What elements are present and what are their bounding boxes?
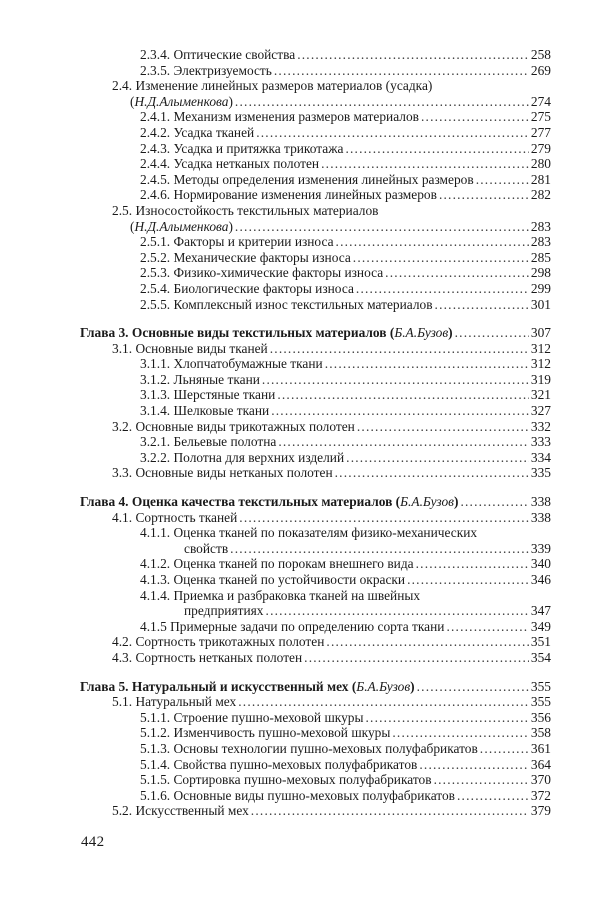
toc-entry-title: Электризуемость <box>173 62 272 78</box>
toc-entry-label <box>140 156 319 172</box>
toc-entry-number: 3.2.2. <box>140 449 171 465</box>
toc-entry-number: 2.4.4. <box>140 156 171 172</box>
toc-entry-page: 356 <box>530 709 551 725</box>
toc-entry-title: Основные виды текстильных материалов <box>131 325 387 341</box>
toc-entry <box>0 341 601 357</box>
toc-entry-title: Биологические факторы износа <box>173 280 354 296</box>
toc-entry-label <box>140 572 405 588</box>
toc-entry-label <box>140 434 276 450</box>
toc-entry-label <box>112 650 302 666</box>
toc-entry-title: Усадка тканей <box>173 124 255 140</box>
dot-leader <box>325 356 529 372</box>
dot-leader <box>256 125 529 141</box>
dot-leader <box>480 741 529 757</box>
toc-entry-page: 283 <box>530 218 551 234</box>
toc-entry <box>0 109 601 125</box>
toc-entry-title: Оценка тканей по устойчивости окраски <box>173 572 406 587</box>
toc-entry <box>0 634 601 650</box>
toc-entry-label <box>140 109 419 125</box>
dot-leader <box>304 650 529 666</box>
toc-entry-number: 2.3.5. <box>140 62 171 78</box>
dot-leader <box>407 572 529 588</box>
toc-entry <box>0 47 601 63</box>
toc-entry-number: 2.3.4. <box>140 47 171 62</box>
toc-entry-page: 335 <box>530 465 551 481</box>
toc-entry-label <box>140 588 420 604</box>
toc-entry-label <box>140 234 334 250</box>
dot-leader <box>230 541 529 557</box>
toc-entry-page: 274 <box>530 93 551 109</box>
toc-entry-number: 2.5.2. <box>140 249 171 265</box>
toc-entry <box>0 297 601 313</box>
toc-entry <box>0 803 601 819</box>
toc-entry <box>0 356 601 372</box>
dot-leader <box>262 372 529 388</box>
toc-entry-author: Н.Д.Алыменкова <box>134 218 229 234</box>
toc-entry-label <box>140 187 437 203</box>
toc-entry-title: Механические факторы износа <box>173 249 351 265</box>
toc-entry-number: 4.1.3. <box>140 572 171 587</box>
toc-entry-label <box>140 725 390 741</box>
toc-entry-number: 3.2. <box>112 418 133 434</box>
toc-entry <box>0 694 601 710</box>
toc-entry-title: Нормирование изменения линейных размеров <box>173 187 437 203</box>
toc-entry-label <box>140 450 344 466</box>
dot-leader <box>416 556 529 572</box>
toc-entry-author: Н.Д.Алыменкова <box>134 93 229 109</box>
toc-entry-title: Основы технологии пушно-меховых полуфабрикатов <box>173 740 478 756</box>
toc-entry-number: 4.1. <box>112 509 133 525</box>
toc-entry-page: 327 <box>530 403 551 419</box>
toc-entry <box>0 588 601 604</box>
toc-entry-number: 5.1.6. <box>140 787 171 803</box>
toc-entry-title: Усадка нетканых полотен <box>173 156 320 172</box>
toc-entry-page: 283 <box>530 234 551 250</box>
toc-chapter-entry <box>0 494 601 510</box>
toc-entry <box>0 372 601 388</box>
dot-leader <box>346 450 529 466</box>
toc-entry-number: 5.1.2. <box>140 725 171 741</box>
table-of-contents <box>0 47 601 819</box>
toc-entry-page: 280 <box>530 156 551 172</box>
toc-chapter-entry <box>0 679 601 695</box>
toc-entry <box>0 250 601 266</box>
dot-leader <box>278 434 529 450</box>
toc-entry-number: 5.1.3. <box>140 740 171 756</box>
toc-entry-label <box>112 634 324 650</box>
toc-entry-number: 2.4.6. <box>140 187 171 203</box>
toc-entry-page: 379 <box>530 803 551 819</box>
toc-entry-title: Оценка тканей по показателям физико-механических <box>173 525 478 541</box>
dot-leader <box>271 403 529 419</box>
toc-chapter-entry <box>0 325 601 341</box>
toc-entry-page: 361 <box>530 740 551 756</box>
toc-entry-number: 2.4. <box>112 78 133 94</box>
dot-leader <box>460 494 528 510</box>
toc-entry <box>0 203 601 219</box>
dot-leader <box>321 156 529 172</box>
toc-entry-number: 5.1.4. <box>140 756 171 772</box>
toc-entry-number: 2.5.4. <box>140 280 171 296</box>
dot-leader <box>335 465 529 481</box>
toc-entry <box>0 741 601 757</box>
dot-leader <box>385 265 529 281</box>
toc-entry-label <box>112 203 379 219</box>
toc-entry <box>0 650 601 666</box>
toc-entry-label <box>184 603 264 619</box>
toc-entry <box>0 603 601 619</box>
toc-entry-number: 4.2. <box>112 634 133 650</box>
toc-entry-page: 358 <box>530 725 551 741</box>
toc-entry-page: 340 <box>530 556 551 572</box>
toc-entry-page: 279 <box>530 140 551 156</box>
toc-entry-title: Основные виды тканей <box>135 340 268 356</box>
toc-entry-page: 312 <box>530 356 551 372</box>
toc-entry <box>0 94 601 110</box>
dot-leader <box>357 419 529 435</box>
dot-leader <box>235 94 529 110</box>
dot-leader <box>238 694 529 710</box>
toc-entry-number: 3.1.2. <box>140 371 171 387</box>
dot-leader <box>435 297 529 313</box>
dot-leader <box>274 63 529 79</box>
toc-entry-title: Полотна для верхних изделий <box>173 449 345 465</box>
toc-entry-label <box>140 403 269 419</box>
toc-entry-label <box>140 372 260 388</box>
toc-entry-label <box>140 297 433 313</box>
toc-entry-label <box>112 78 432 94</box>
toc-entry-title: Износостойкость текстильных материалов <box>135 202 379 218</box>
toc-entry-number: Глава 3. <box>80 325 129 341</box>
toc-entry-number: 2.4.2. <box>140 124 171 140</box>
toc-entry-number: 3.1.3. <box>140 387 171 403</box>
toc-entry <box>0 156 601 172</box>
toc-entry-page: 321 <box>530 387 551 403</box>
toc-entry <box>0 788 601 804</box>
dot-leader <box>457 788 529 804</box>
toc-entry-title: Оптические свойства <box>173 47 296 62</box>
toc-entry-number: 2.4.1. <box>140 109 171 125</box>
toc-entry-label <box>140 265 383 281</box>
toc-entry <box>0 387 601 403</box>
toc-entry-title: Шелковые ткани <box>173 403 270 419</box>
toc-entry-number: 5.1.1. <box>140 709 171 725</box>
toc-entry-label <box>140 387 275 403</box>
toc-entry-number: 3.2.1. <box>140 434 171 450</box>
dot-leader <box>297 47 529 63</box>
toc-entry-page: 301 <box>530 296 551 312</box>
toc-entry-page: 355 <box>530 694 551 710</box>
toc-entry-number: 4.1.1. <box>140 525 171 541</box>
dot-leader <box>365 710 528 726</box>
toc-entry-number: 4.1.4. <box>140 587 171 603</box>
toc-entry <box>0 265 601 281</box>
toc-entry-page: 277 <box>530 124 551 140</box>
toc-entry-label <box>140 525 477 541</box>
toc-entry-title: Сортность тканей <box>135 509 238 525</box>
toc-entry <box>0 450 601 466</box>
toc-entry-title: Шерстяные ткани <box>173 387 276 403</box>
toc-entry-title: Натуральный и искусственный мех <box>131 678 349 694</box>
dot-leader <box>239 510 529 526</box>
dot-leader <box>235 219 529 235</box>
toc-entry-page: 355 <box>530 678 551 694</box>
page-number: 442 <box>81 834 105 850</box>
toc-entry-label <box>140 250 351 266</box>
dot-leader <box>417 679 529 695</box>
toc-entry-title: Примерные задачи по определению сорта ткани <box>170 618 445 634</box>
toc-entry-label <box>140 757 417 773</box>
toc-entry-title: Комплексный износ текстильных материалов <box>173 296 433 312</box>
toc-entry-title: Искусственный мех <box>135 803 249 819</box>
toc-entry-page: 339 <box>530 540 551 556</box>
toc-entry-label <box>140 710 363 726</box>
toc-entry <box>0 525 601 541</box>
toc-entry-label <box>112 803 249 819</box>
toc-entry-label <box>140 47 295 63</box>
toc-entry-title: Натуральный мех <box>135 694 237 710</box>
toc-entry-number: 5.2. <box>112 803 133 819</box>
toc-entry <box>0 125 601 141</box>
toc-entry-label <box>112 694 236 710</box>
toc-entry <box>0 141 601 157</box>
toc-entry-page: 354 <box>530 649 551 665</box>
toc-entry-label <box>112 465 333 481</box>
toc-entry-author: Б.А.Бузов <box>400 494 454 510</box>
toc-entry-number: Глава 5. <box>80 678 129 694</box>
toc-entry-title: предприятиях <box>184 603 264 619</box>
dot-leader <box>446 619 528 635</box>
toc-entry <box>0 725 601 741</box>
dot-leader <box>356 281 529 297</box>
toc-entry-title: Бельевые полотна <box>173 434 277 450</box>
toc-entry-title: Сортировка пушно-меховых полуфабрикатов <box>173 772 432 788</box>
dot-leader <box>439 187 529 203</box>
toc-entry <box>0 78 601 94</box>
toc-entry-number: 2.4.5. <box>140 171 171 187</box>
toc-entry-title: свойств <box>184 540 229 556</box>
toc-entry <box>0 556 601 572</box>
toc-entry-number: 5.1.5. <box>140 772 171 788</box>
dot-leader <box>353 250 529 266</box>
toc-entry <box>0 219 601 235</box>
dot-leader <box>266 603 529 619</box>
toc-entry-number: 2.5. <box>112 202 133 218</box>
toc-entry-number: 2.5.5. <box>140 296 171 312</box>
toc-entry-number: 2.5.1. <box>140 234 171 250</box>
toc-entry-page: 370 <box>530 772 551 788</box>
toc-entry-page: 372 <box>530 787 551 803</box>
toc-entry-title: Хлопчатобумажные ткани <box>173 356 323 372</box>
toc-entry-page: 298 <box>530 265 551 281</box>
toc-entry <box>0 419 601 435</box>
toc-entry-label <box>140 788 455 804</box>
toc-entry-label: Глава 3. Основные виды текстильных материалов (Б.А.Бузов) <box>80 325 453 341</box>
toc-entry-title: Изменение линейных размеров материалов (усадка) <box>135 78 433 94</box>
toc-entry-page: 347 <box>530 603 551 619</box>
toc-entry-number: 5.1. <box>112 694 133 710</box>
toc-entry-page: 333 <box>530 434 551 450</box>
dot-leader <box>421 109 529 125</box>
toc-entry-title: Изменчивость пушно-меховой шкуры <box>173 725 391 741</box>
dot-leader <box>326 634 529 650</box>
toc-entry <box>0 172 601 188</box>
toc-entry-number: 3.1. <box>112 340 133 356</box>
toc-entry <box>0 187 601 203</box>
toc-entry-page: 275 <box>530 109 551 125</box>
toc-entry-number: 4.1.2. <box>140 556 171 572</box>
toc-entry-label <box>140 619 444 635</box>
toc-entry-title: Механизм изменения размеров материалов <box>173 109 419 125</box>
toc-entry-label <box>140 172 474 188</box>
toc-entry <box>0 757 601 773</box>
toc-entry <box>0 63 601 79</box>
toc-entry-number: 3.1.4. <box>140 403 171 419</box>
toc-entry-label <box>140 125 254 141</box>
toc-entry-page: 269 <box>530 62 551 78</box>
toc-entry-number: 4.3. <box>112 649 133 665</box>
dot-leader <box>270 341 529 357</box>
toc-entry-label <box>140 772 432 788</box>
toc-entry <box>0 403 601 419</box>
toc-entry-label: Глава 5. Натуральный и искусственный мех (Б.А.Бузов) <box>80 678 415 694</box>
toc-entry-page: 332 <box>530 418 551 434</box>
toc-entry-label <box>140 356 323 372</box>
toc-entry-title: Усадка и притяжка трикотажа <box>173 140 344 156</box>
toc-entry-author: Б.А.Бузов <box>394 325 449 341</box>
toc-entry-title: Сортность трикотажных полотен <box>135 634 325 650</box>
toc-entry-label <box>184 541 228 557</box>
toc-entry-label <box>112 510 237 526</box>
toc-entry-label <box>112 341 268 357</box>
toc-entry-title: Основные виды нетканых полотен <box>135 465 333 481</box>
toc-entry-title: Основные виды пушно-меховых полуфабрикатов <box>173 787 455 803</box>
toc-entry <box>0 772 601 788</box>
dot-leader <box>277 387 529 403</box>
toc-entry <box>0 281 601 297</box>
toc-entry-title: Основные виды трикотажных полотен <box>135 418 355 434</box>
toc-entry <box>0 541 601 557</box>
toc-entry-label: (Н.Д.Алыменкова) <box>130 218 233 234</box>
toc-entry-number: 3.1.1. <box>140 356 171 372</box>
toc-entry-page: 338 <box>530 509 551 525</box>
toc-entry-page: 364 <box>530 756 551 772</box>
toc-entry <box>0 234 601 250</box>
dot-leader <box>345 141 528 157</box>
toc-entry <box>0 510 601 526</box>
toc-entry <box>0 710 601 726</box>
toc-entry <box>0 465 601 481</box>
toc-entry-title: Факторы и критерии износа <box>173 234 334 250</box>
toc-entry-author: Б.А.Бузов <box>356 678 411 694</box>
toc-entry-number: 4.1.5 <box>140 618 167 634</box>
toc-entry-label <box>140 63 272 79</box>
toc-entry-label <box>112 419 355 435</box>
toc-entry-page: 285 <box>530 249 551 265</box>
toc-entry-label: Глава 4. Оценка качества текстильных материалов (Б.А.Бузов) <box>80 494 459 510</box>
dot-leader <box>251 803 529 819</box>
toc-entry-page: 346 <box>530 572 551 587</box>
toc-entry-page: 299 <box>530 280 551 296</box>
dot-leader <box>434 772 529 788</box>
toc-entry-number: Глава 4. <box>80 494 129 510</box>
toc-entry-title: Оценка качества текстильных материалов <box>131 494 393 510</box>
dot-leader <box>476 172 529 188</box>
toc-entry-page: 351 <box>530 634 551 650</box>
toc-entry-number: 3.3. <box>112 465 133 481</box>
toc-entry-page: 319 <box>530 371 551 387</box>
toc-entry-title: Физико-химические факторы износа <box>173 265 384 281</box>
toc-entry-page: 338 <box>530 494 551 510</box>
dot-leader <box>419 757 529 773</box>
toc-entry-label <box>140 141 343 157</box>
toc-entry-page: 334 <box>530 449 551 465</box>
toc-entry-title: Свойства пушно-меховых полуфабрикатов <box>173 756 418 772</box>
toc-entry-title: Методы определения изменения линейных размеров <box>173 171 474 187</box>
toc-entry-label <box>140 556 414 572</box>
toc-entry <box>0 572 601 588</box>
toc-entry-label: (Н.Д.Алыменкова) <box>130 93 233 109</box>
toc-entry-page: 307 <box>530 325 551 341</box>
dot-leader <box>455 325 529 341</box>
toc-entry-page: 312 <box>530 340 551 356</box>
toc-entry-page: 282 <box>530 187 551 203</box>
toc-entry-page: 349 <box>530 618 551 634</box>
toc-entry-title: Строение пушно-меховой шкуры <box>173 709 364 725</box>
toc-entry-label <box>140 741 478 757</box>
toc-entry-title: Льняные ткани <box>173 371 260 387</box>
toc-entry-page: 281 <box>530 171 551 187</box>
toc-entry <box>0 619 601 635</box>
toc-entry-number: 2.5.3. <box>140 265 171 281</box>
dot-leader <box>392 725 529 741</box>
toc-entry-page: 258 <box>530 47 551 62</box>
toc-entry-title: Приемка и разбраковка тканей на швейных <box>173 587 421 603</box>
toc-entry-title: Сортность нетканых полотен <box>135 649 303 665</box>
toc-entry-number: 2.4.3. <box>140 140 171 156</box>
toc-entry-title: Оценка тканей по порокам внешнего вида <box>173 556 414 572</box>
toc-entry-label <box>140 281 354 297</box>
dot-leader <box>336 234 529 250</box>
toc-entry <box>0 434 601 450</box>
